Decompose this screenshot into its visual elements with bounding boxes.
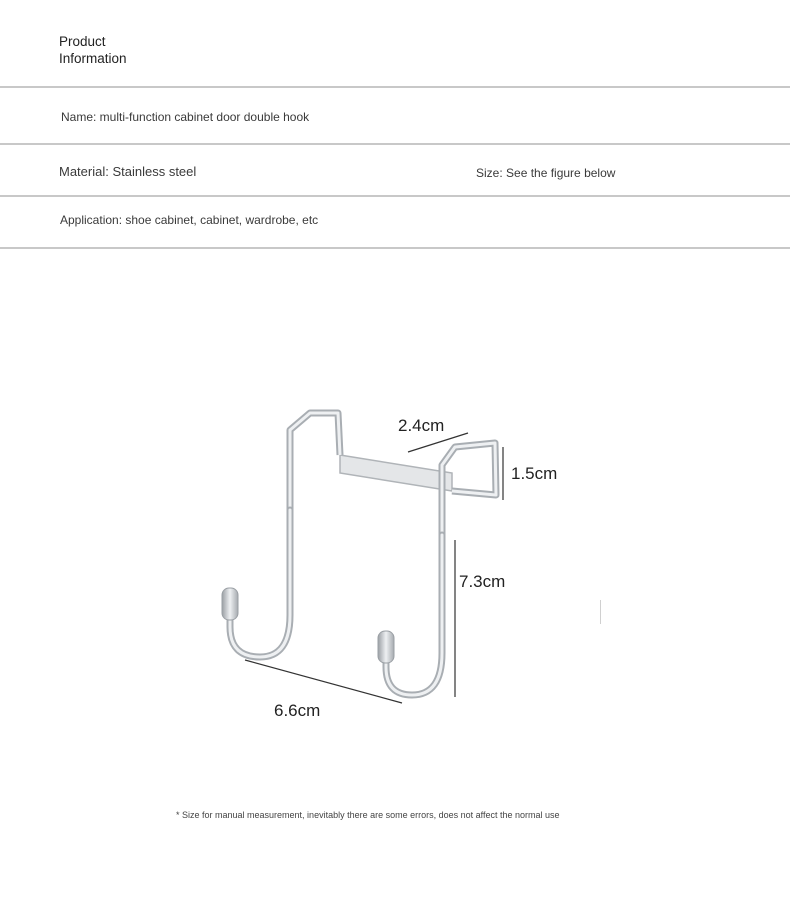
divider: [0, 143, 790, 145]
left-hook-tip: [222, 588, 238, 620]
measurement-note: * Size for manual measurement, inevitably there are some errors, does not affect the normal use: [176, 810, 560, 820]
divider: [0, 195, 790, 197]
connecting-bar: [340, 455, 452, 491]
product-name: Name: multi-function cabinet door double hook: [61, 110, 310, 124]
section-title-line2: Information: [59, 51, 127, 66]
dim-line-overall-width: [245, 660, 402, 703]
left-hook-curve: [230, 510, 290, 657]
product-material: Material: Stainless steel: [59, 164, 197, 179]
section-title-line1: Product: [59, 34, 106, 49]
decorative-mark: [600, 600, 601, 624]
right-hook-curve: [386, 535, 442, 695]
double-hook-illustration: [190, 395, 550, 725]
divider: [0, 247, 790, 249]
dimension-hook-length: 7.3cm: [459, 572, 506, 591]
divider: [0, 86, 790, 88]
right-hook-tip: [378, 631, 394, 663]
product-size: Size: See the figure below: [476, 166, 616, 180]
dimension-height-top: 1.5cm: [511, 464, 558, 483]
product-application: Application: shoe cabinet, cabinet, wardrobe, etc: [60, 213, 319, 227]
section-title: [59, 33, 127, 67]
dimension-width-top: 2.4cm: [398, 416, 445, 435]
left-hook-top: [290, 413, 340, 575]
dimension-overall-width: 6.6cm: [274, 701, 321, 720]
